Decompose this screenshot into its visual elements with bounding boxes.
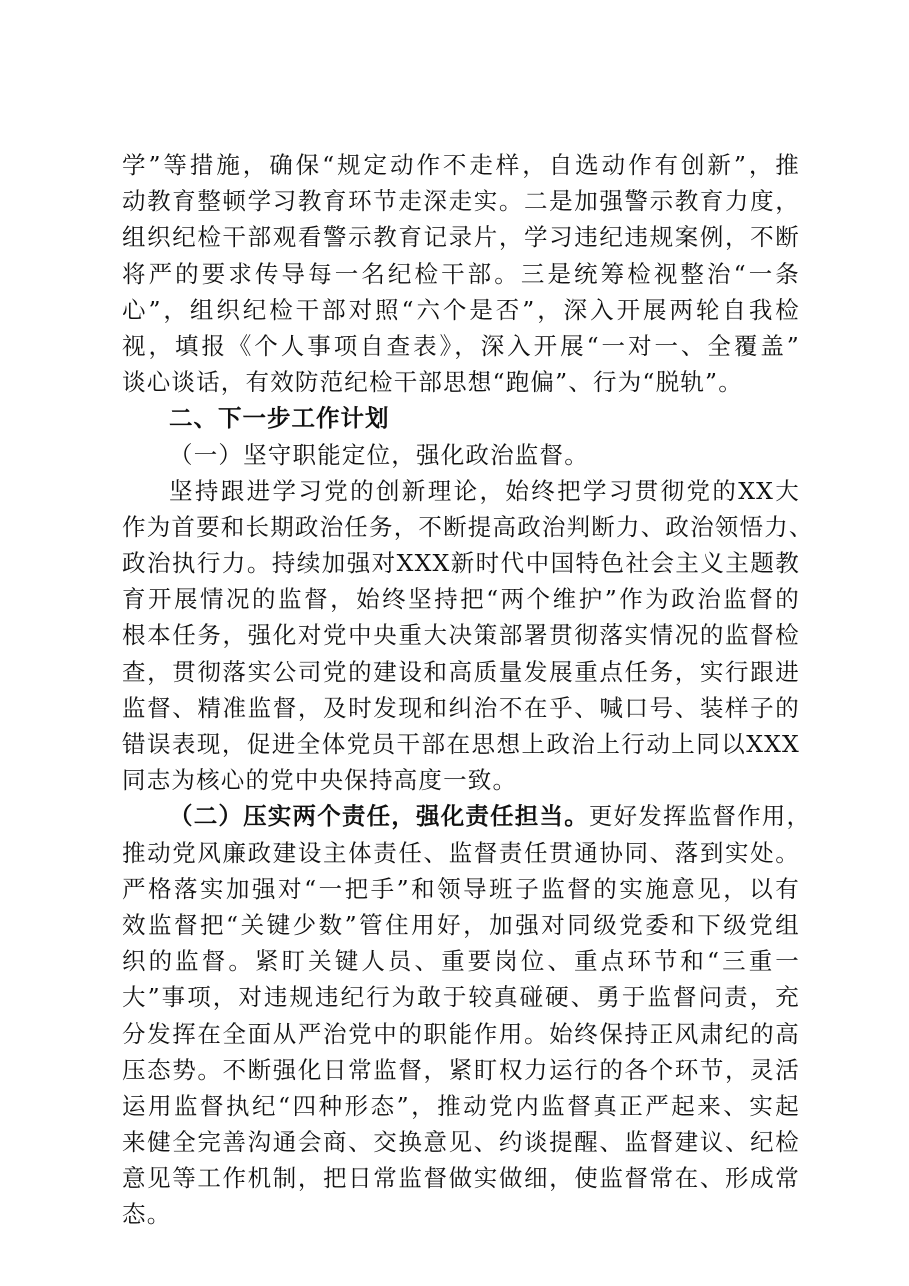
paragraph-line: 视，填报《个人事项自查表》，深入开展“一对一、全覆盖” (122, 331, 800, 360)
paragraph-line: 推动党风廉政建设主体责任、监督责任贯通协同、落到实处。 (122, 838, 800, 867)
subsection-2-heading: （二）压实两个责任，强化责任担当。 (169, 802, 589, 831)
paragraph-line: 运用监督执纪“四种形态”，推动党内监督真正严起来、实起 (122, 1091, 800, 1120)
paragraph-line: 育开展情况的监督，始终坚持把“两个维护”作为政治监督的 (122, 585, 800, 614)
paragraph-line: 组织纪检干部观看警示教育记录片，学习违纪违规案例，不断 (122, 223, 800, 252)
paragraph-line: 分发挥在全面从严治党中的职能作用。始终保持正风肃纪的高 (122, 1019, 800, 1048)
paragraph-line: 心”，组织纪检干部对照“六个是否”，深入开展两轮自我检 (122, 295, 800, 324)
subsection-1-paragraph (122, 473, 814, 799)
paragraph-line: 来健全完善沟通会商、交换意见、约谈提醒、监督建议、纪检 (122, 1128, 800, 1157)
paragraph-line: 大”事项，对违规违纪行为敢于较真碰硬、勇于监督问责，充 (122, 983, 800, 1012)
paragraph-line: 态。 (122, 1200, 172, 1229)
subsection-2-paragraph (122, 798, 812, 1232)
paragraph-line: 监督、精准监督，及时发现和纠治不在乎、喊口号、装样子的 (122, 693, 800, 722)
paragraph-text: 更好发挥监督作用， (588, 802, 812, 831)
document-body (122, 147, 814, 1233)
section-heading: 二、下一步工作计划 (169, 404, 390, 433)
paragraph-line: 效监督把“关键少数”管住用好，加强对同级党委和下级党组 (122, 910, 800, 939)
paragraph-line: 学”等措施，确保“规定动作不走样，自选动作有创新”，推 (122, 151, 800, 179)
subsection-1-heading: （一）坚守职能定位，强化政治监督。 (169, 440, 589, 469)
paragraph-line: 根本任务，强化对党中央重大决策部署贯彻落实情况的监督检 (122, 621, 800, 650)
paragraph-line: 查，贯彻落实公司党的建设和高质量发展重点任务，实行跟进 (122, 657, 800, 686)
paragraph-line: 动教育整顿学习教育环节走深走实。二是加强警示教育力度， (122, 187, 800, 216)
paragraph-line: 压态势。不断强化日常监督，紧盯权力运行的各个环节，灵活 (122, 1055, 800, 1084)
paragraph-line: 坚持跟进学习党的创新理论，始终把学习贯彻党的XX大 (169, 476, 800, 505)
paragraph-line: 织的监督。紧盯关键人员、重要岗位、重点环节和“三重一 (122, 947, 800, 976)
paragraph-line: 作为首要和长期政治任务，不断提高政治判断力、政治领悟力、 (122, 512, 814, 541)
paragraph-line: 严格落实加强对“一把手”和领导班子监督的实施意见，以有 (122, 874, 800, 903)
paragraph-line: 谈心谈话，有效防范纪检干部思想“跑偏”、行为“脱轨”。 (122, 368, 743, 397)
paragraph-line: 将严的要求传导每一名纪检干部。三是统筹检视整治“一条 (122, 259, 800, 288)
paragraph-first-line (122, 798, 812, 834)
intro-paragraph (122, 147, 800, 400)
paragraph-line: 政治执行力。持续加强对XXX新时代中国特色社会主义主题教 (122, 549, 800, 578)
paragraph-line: 错误表现，促进全体党员干部在思想上政治上行动上同以XXX (122, 730, 800, 758)
paragraph-line: 同志为核心的党中央保持高度一致。 (122, 766, 518, 795)
paragraph-line: 意见等工作机制，把日常监督做实做细，使监督常在、形成常 (122, 1164, 800, 1193)
